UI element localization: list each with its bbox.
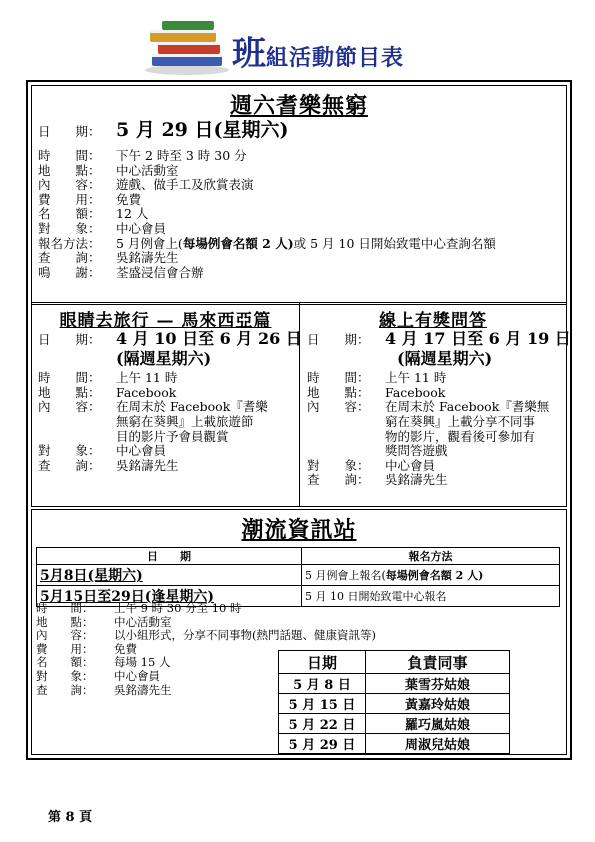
table-cell: 5 月 15 日: [279, 694, 366, 714]
table-cell: 葉雪芬姑娘: [366, 674, 510, 694]
page-number: 第 8 頁: [48, 810, 93, 825]
table-header-cell: 報名方法: [302, 548, 560, 565]
section-title: 潮流資訊站: [241, 517, 357, 543]
content-line: 物的影片，觀看後可參加有: [385, 428, 536, 444]
detail-row: 時 間： 下午 2 時至 3 時 30 分: [38, 148, 247, 163]
detail-row: 費 用： 免費: [36, 641, 137, 656]
detail-row: 內 容： 以小組形式，分享不同事物(熱門話題、健康資訊等): [36, 628, 376, 643]
detail-row: 查 詢： 吳銘濤先生: [307, 472, 448, 488]
date-sub: (隔週星期六): [397, 348, 493, 368]
date-row: 日 期： 4 月 10 日至 6 月 26 日: [38, 329, 302, 348]
section-title: 線上有獎問答: [379, 311, 487, 331]
date-row: 日 期： 4 月 17 日至 6 月 19 日: [307, 329, 571, 348]
section-title: 週六耆樂無窮: [229, 93, 368, 119]
section-title: 眼睛去旅行 — 馬來西亞篇: [59, 311, 272, 331]
table-cell: 羅巧嵐姑娘: [366, 714, 510, 734]
detail-row: 對 象： 中心會員: [36, 668, 160, 683]
table-cell: 周淑兒姑娘: [366, 734, 510, 754]
signup-row: 報名方法： 5 月例會上(每場例會名額 2 人)或 5 月 10 日開始致電中心查詢名額: [38, 235, 496, 251]
detail-row: 時 間： 上午 11 時: [307, 370, 447, 386]
date-sub: (隔週星期六): [116, 348, 212, 368]
detail-row: 查 詢： 吳銘濤先生: [38, 457, 179, 473]
table-cell: 5 月例會上報名(每場例會名額 2 人): [302, 565, 560, 586]
signup-table: [36, 547, 560, 607]
table-row: [279, 694, 510, 714]
table-header: [279, 651, 510, 674]
detail-row: 費 用： 免費: [38, 191, 142, 207]
detail-row: 地 點： Facebook: [38, 384, 177, 400]
detail-row: 查 詢： 吳銘濤先生: [36, 682, 172, 697]
page-title: 班組活動節目表: [232, 34, 405, 74]
table-header-cell: 負責同事: [366, 651, 510, 674]
content-line: 無窮在葵興』上載旅遊節: [116, 413, 254, 429]
detail-row: 名 額： 12 人: [38, 206, 149, 222]
table-cell: 5 月 29 日: [279, 734, 366, 754]
eye-travel-details: [38, 329, 302, 473]
table-row: [279, 714, 510, 734]
detail-row: 時 間： 上午 9 時 30 分至 10 時: [36, 601, 242, 615]
table-row: [37, 565, 560, 586]
table-header: [37, 548, 560, 565]
content-line: 窮在葵興』上載分享不同事: [385, 413, 536, 429]
table-cell: 5月8日(星期六): [37, 565, 302, 586]
table-cell: 5 月 10 日開始致電中心報名: [302, 586, 560, 607]
duty-table: [278, 650, 510, 754]
table-row: [279, 674, 510, 694]
detail-row: 名 額： 每場 15 人: [36, 655, 171, 670]
detail-row: 內 容： 在周末於 Facebook『耆樂無: [307, 399, 550, 415]
detail-row: 對 象： 中心會員: [38, 220, 167, 236]
detail-row: 內 容： 遊戲、做手工及欣賞表演: [38, 177, 254, 193]
online-quiz-details: [307, 329, 571, 488]
date-row: 日 期： 5 月 29 日(星期六): [38, 119, 289, 141]
table-header-cell: 日期: [279, 651, 366, 674]
detail-row: 對 象： 中心會員: [307, 457, 436, 473]
table-row: [279, 734, 510, 754]
content-line: 目的影片予會員觀賞: [116, 428, 229, 444]
table-header-cell: 日 期: [37, 548, 302, 565]
books-stack-icon: [140, 18, 235, 76]
thanks-row: 鳴 謝： 荃盛浸信會合辦: [38, 264, 204, 280]
detail-row: 對 象： 中心會員: [38, 443, 167, 459]
detail-row: 內 容： 在周末於 Facebook『耆樂: [38, 399, 268, 415]
table-cell: 黃嘉玲姑娘: [366, 694, 510, 714]
detail-row: 地 點： Facebook: [307, 384, 446, 400]
table-cell: 5 月 8 日: [279, 674, 366, 694]
content-line: 獎問答遊戲: [385, 443, 448, 459]
detail-row: 時 間： 上午 11 時: [38, 370, 178, 386]
enquiry-row: 查 詢： 吳銘濤先生: [38, 250, 179, 266]
detail-list: [38, 149, 496, 280]
table-cell: 5月15日至29日(逢星期六): [37, 586, 302, 607]
detail-row: 地 點： 中心活動室: [36, 614, 172, 629]
table-cell: 5 月 22 日: [279, 714, 366, 734]
detail-row: 地 點： 中心活動室: [38, 162, 179, 178]
